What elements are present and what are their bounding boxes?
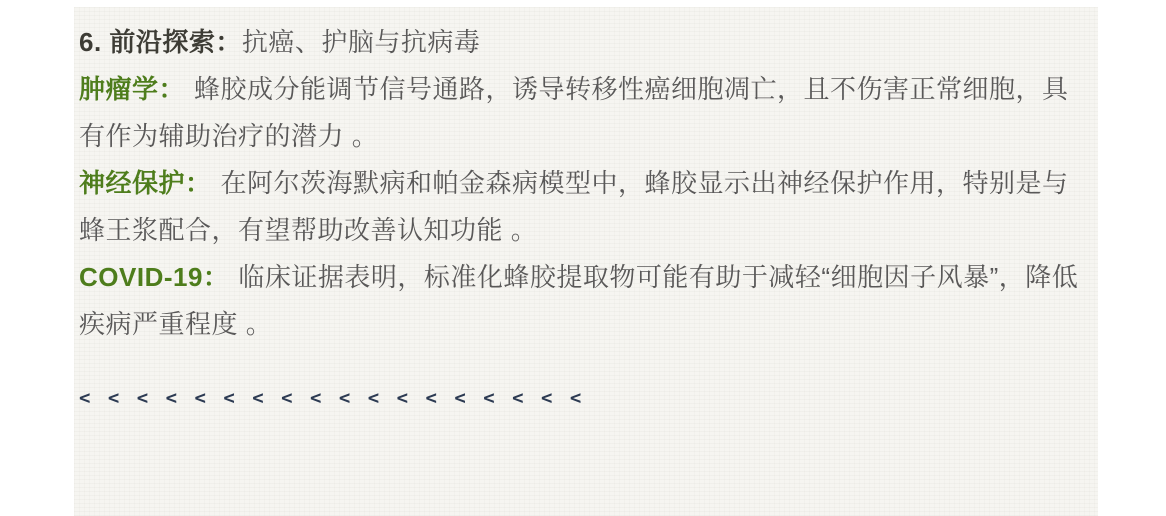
section-heading-number: 6. 前沿探索：	[79, 27, 242, 57]
paragraph-neuroprotection	[79, 160, 1094, 254]
section-heading	[79, 19, 1094, 66]
paragraph-covid19-label: COVID-19：	[79, 262, 230, 292]
paragraph-covid19	[79, 254, 1094, 348]
chevron-divider-marks: < < < < < < < < < < < < < < < < < <	[79, 387, 585, 409]
paragraph-oncology-label: 肿瘤学：	[79, 74, 186, 104]
article-page	[74, 7, 1098, 516]
article-content	[74, 7, 1098, 410]
section-heading-subtitle: 抗癌、护脑与抗病毒	[241, 27, 481, 57]
paragraph-oncology-text: 蜂胶成分能调节信号通路，诱导转移性癌细胞凋亡，且不伤害正常细胞，具有作为辅助治疗的潜力 。	[79, 74, 1069, 151]
paragraph-oncology	[79, 66, 1094, 160]
paragraph-neuroprotection-label: 神经保护：	[79, 168, 212, 198]
paragraph-neuroprotection-text: 在阿尔茨海默病和帕金森病模型中，蜂胶显示出神经保护作用，特别是与蜂王浆配合，有望帮助改善认知功能 。	[79, 168, 1069, 245]
paragraph-covid19-text: 临床证据表明，标准化蜂胶提取物可能有助于减轻“细胞因子风暴”，降低疾病严重程度 。	[79, 262, 1079, 339]
